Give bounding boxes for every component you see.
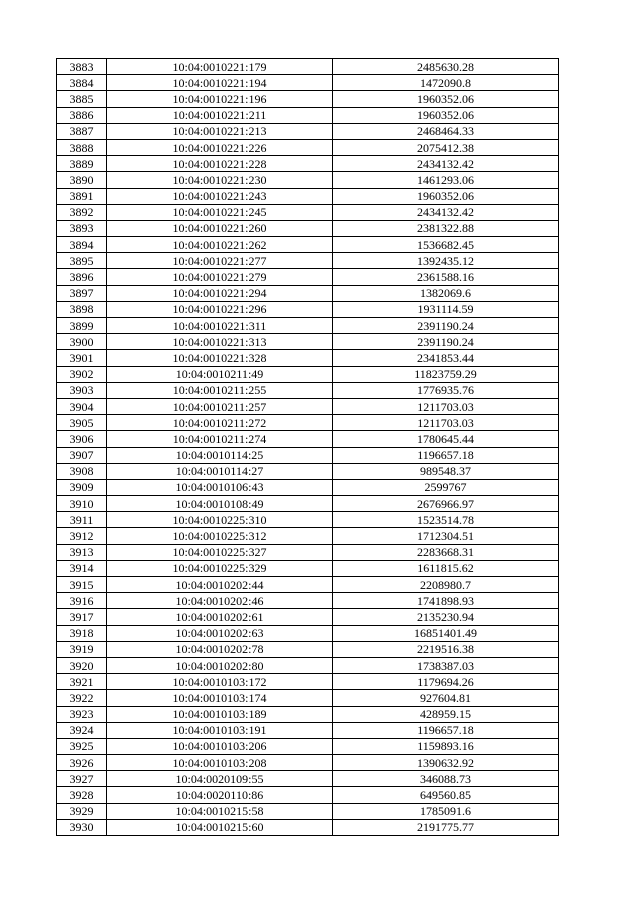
value-cell: 1611815.62 bbox=[333, 560, 559, 576]
row-number-cell: 3917 bbox=[57, 609, 107, 625]
cadastral-number-cell: 10:04:0010103:172 bbox=[107, 674, 333, 690]
table-row bbox=[57, 706, 559, 722]
table-row bbox=[57, 609, 559, 625]
value-cell: 989548.37 bbox=[333, 463, 559, 479]
row-number-cell: 3914 bbox=[57, 560, 107, 576]
cadastral-number-cell: 10:04:0010103:191 bbox=[107, 722, 333, 738]
table-row bbox=[57, 285, 559, 301]
row-number-cell: 3922 bbox=[57, 690, 107, 706]
table-row bbox=[57, 657, 559, 673]
row-number-cell: 3906 bbox=[57, 431, 107, 447]
table-row bbox=[57, 641, 559, 657]
value-cell: 2599767 bbox=[333, 479, 559, 495]
value-cell: 1931114.59 bbox=[333, 301, 559, 317]
cadastral-number-cell: 10:04:0010221:179 bbox=[107, 59, 333, 75]
cadastral-number-cell: 10:04:0010221:313 bbox=[107, 334, 333, 350]
table-row bbox=[57, 512, 559, 528]
row-number-cell: 3886 bbox=[57, 107, 107, 123]
cadastral-number-cell: 10:04:0010221:262 bbox=[107, 237, 333, 253]
value-cell: 1382069.6 bbox=[333, 285, 559, 301]
table-row bbox=[57, 755, 559, 771]
table-row bbox=[57, 787, 559, 803]
cadastral-number-cell: 10:04:0010103:206 bbox=[107, 738, 333, 754]
cadastral-number-cell: 10:04:0010221:328 bbox=[107, 350, 333, 366]
table-body bbox=[57, 59, 559, 836]
cadastral-number-cell: 10:04:0010221:211 bbox=[107, 107, 333, 123]
value-cell: 1392435.12 bbox=[333, 253, 559, 269]
table-row bbox=[57, 415, 559, 431]
row-number-cell: 3915 bbox=[57, 577, 107, 593]
cadastral-number-cell: 10:04:0010211:274 bbox=[107, 431, 333, 447]
table-row bbox=[57, 123, 559, 139]
row-number-cell: 3913 bbox=[57, 544, 107, 560]
table-row bbox=[57, 625, 559, 641]
cadastral-number-cell: 10:04:0010114:27 bbox=[107, 463, 333, 479]
row-number-cell: 3912 bbox=[57, 528, 107, 544]
value-cell: 428959.15 bbox=[333, 706, 559, 722]
row-number-cell: 3928 bbox=[57, 787, 107, 803]
value-cell: 1960352.06 bbox=[333, 188, 559, 204]
value-cell: 1741898.93 bbox=[333, 593, 559, 609]
row-number-cell: 3904 bbox=[57, 398, 107, 414]
value-cell: 2485630.28 bbox=[333, 59, 559, 75]
value-cell: 2434132.42 bbox=[333, 156, 559, 172]
table-row bbox=[57, 237, 559, 253]
cadastral-number-cell: 10:04:0010221:245 bbox=[107, 204, 333, 220]
value-cell: 2676966.97 bbox=[333, 496, 559, 512]
value-cell: 2075412.38 bbox=[333, 139, 559, 155]
value-cell: 1712304.51 bbox=[333, 528, 559, 544]
value-cell: 1390632.92 bbox=[333, 755, 559, 771]
table-row bbox=[57, 398, 559, 414]
table-row bbox=[57, 269, 559, 285]
table-row bbox=[57, 220, 559, 236]
table-row bbox=[57, 528, 559, 544]
row-number-cell: 3926 bbox=[57, 755, 107, 771]
row-number-cell: 3889 bbox=[57, 156, 107, 172]
row-number-cell: 3920 bbox=[57, 657, 107, 673]
row-number-cell: 3921 bbox=[57, 674, 107, 690]
row-number-cell: 3898 bbox=[57, 301, 107, 317]
row-number-cell: 3885 bbox=[57, 91, 107, 107]
row-number-cell: 3919 bbox=[57, 641, 107, 657]
row-number-cell: 3883 bbox=[57, 59, 107, 75]
row-number-cell: 3893 bbox=[57, 220, 107, 236]
cadastral-number-cell: 10:04:0010114:25 bbox=[107, 447, 333, 463]
cadastral-number-cell: 10:04:0010225:329 bbox=[107, 560, 333, 576]
row-number-cell: 3902 bbox=[57, 366, 107, 382]
value-cell: 1960352.06 bbox=[333, 107, 559, 123]
cadastral-number-cell: 10:04:0010221:260 bbox=[107, 220, 333, 236]
cadastral-number-cell: 10:04:0010221:311 bbox=[107, 318, 333, 334]
row-number-cell: 3930 bbox=[57, 819, 107, 835]
cadastral-number-cell: 10:04:0010221:277 bbox=[107, 253, 333, 269]
cadastral-number-cell: 10:04:0010202:63 bbox=[107, 625, 333, 641]
cadastral-number-cell: 10:04:0010211:255 bbox=[107, 382, 333, 398]
row-number-cell: 3927 bbox=[57, 771, 107, 787]
value-cell: 1461293.06 bbox=[333, 172, 559, 188]
row-number-cell: 3910 bbox=[57, 496, 107, 512]
table-row bbox=[57, 544, 559, 560]
cadastral-number-cell: 10:04:0010225:327 bbox=[107, 544, 333, 560]
value-cell: 2219516.38 bbox=[333, 641, 559, 657]
value-cell: 1523514.78 bbox=[333, 512, 559, 528]
cadastral-number-cell: 10:04:0010221:196 bbox=[107, 91, 333, 107]
value-cell: 1785091.6 bbox=[333, 803, 559, 819]
row-number-cell: 3899 bbox=[57, 318, 107, 334]
table-row bbox=[57, 447, 559, 463]
row-number-cell: 3894 bbox=[57, 237, 107, 253]
value-cell: 2391190.24 bbox=[333, 334, 559, 350]
table-row bbox=[57, 479, 559, 495]
value-cell: 927604.81 bbox=[333, 690, 559, 706]
row-number-cell: 3901 bbox=[57, 350, 107, 366]
value-cell: 2361588.16 bbox=[333, 269, 559, 285]
cadastral-number-cell: 10:04:0010221:296 bbox=[107, 301, 333, 317]
row-number-cell: 3884 bbox=[57, 75, 107, 91]
row-number-cell: 3924 bbox=[57, 722, 107, 738]
value-cell: 2208980.7 bbox=[333, 577, 559, 593]
value-cell: 2283668.31 bbox=[333, 544, 559, 560]
row-number-cell: 3895 bbox=[57, 253, 107, 269]
table-row bbox=[57, 431, 559, 447]
row-number-cell: 3908 bbox=[57, 463, 107, 479]
value-cell: 2135230.94 bbox=[333, 609, 559, 625]
row-number-cell: 3890 bbox=[57, 172, 107, 188]
row-number-cell: 3903 bbox=[57, 382, 107, 398]
cadastral-number-cell: 10:04:0010202:61 bbox=[107, 609, 333, 625]
cadastral-number-cell: 10:04:0010211:49 bbox=[107, 366, 333, 382]
cadastral-number-cell: 10:04:0010221:194 bbox=[107, 75, 333, 91]
cadastral-number-cell: 10:04:0010221:228 bbox=[107, 156, 333, 172]
value-cell: 2191775.77 bbox=[333, 819, 559, 835]
value-cell: 2341853.44 bbox=[333, 350, 559, 366]
cadastral-number-cell: 10:04:0010221:294 bbox=[107, 285, 333, 301]
table-row bbox=[57, 722, 559, 738]
row-number-cell: 3892 bbox=[57, 204, 107, 220]
data-table bbox=[56, 58, 559, 836]
table-row bbox=[57, 738, 559, 754]
value-cell: 346088.73 bbox=[333, 771, 559, 787]
table-row bbox=[57, 819, 559, 835]
cadastral-number-cell: 10:04:0010221:279 bbox=[107, 269, 333, 285]
cadastral-number-cell: 10:04:0010103:208 bbox=[107, 755, 333, 771]
cadastral-number-cell: 10:04:0010221:213 bbox=[107, 123, 333, 139]
table-row bbox=[57, 382, 559, 398]
table-row bbox=[57, 496, 559, 512]
cadastral-number-cell: 10:04:0010202:46 bbox=[107, 593, 333, 609]
cadastral-number-cell: 10:04:0010225:310 bbox=[107, 512, 333, 528]
cadastral-number-cell: 10:04:0010106:43 bbox=[107, 479, 333, 495]
value-cell: 1536682.45 bbox=[333, 237, 559, 253]
row-number-cell: 3925 bbox=[57, 738, 107, 754]
row-number-cell: 3896 bbox=[57, 269, 107, 285]
row-number-cell: 3891 bbox=[57, 188, 107, 204]
row-number-cell: 3918 bbox=[57, 625, 107, 641]
cadastral-number-cell: 10:04:0010211:257 bbox=[107, 398, 333, 414]
table-row bbox=[57, 334, 559, 350]
table-row bbox=[57, 172, 559, 188]
value-cell: 2434132.42 bbox=[333, 204, 559, 220]
table-row bbox=[57, 156, 559, 172]
row-number-cell: 3907 bbox=[57, 447, 107, 463]
row-number-cell: 3888 bbox=[57, 139, 107, 155]
row-number-cell: 3887 bbox=[57, 123, 107, 139]
table-row bbox=[57, 91, 559, 107]
value-cell: 1211703.03 bbox=[333, 398, 559, 414]
cadastral-number-cell: 10:04:0020109:55 bbox=[107, 771, 333, 787]
value-cell: 1776935.76 bbox=[333, 382, 559, 398]
table-row bbox=[57, 188, 559, 204]
row-number-cell: 3911 bbox=[57, 512, 107, 528]
table-row bbox=[57, 75, 559, 91]
table-row bbox=[57, 577, 559, 593]
table-row bbox=[57, 204, 559, 220]
cadastral-number-cell: 10:04:0010215:60 bbox=[107, 819, 333, 835]
value-cell: 2468464.33 bbox=[333, 123, 559, 139]
table-row bbox=[57, 803, 559, 819]
table-row bbox=[57, 318, 559, 334]
cadastral-number-cell: 10:04:0020110:86 bbox=[107, 787, 333, 803]
value-cell: 1196657.18 bbox=[333, 447, 559, 463]
cadastral-number-cell: 10:04:0010221:243 bbox=[107, 188, 333, 204]
table-row bbox=[57, 771, 559, 787]
row-number-cell: 3909 bbox=[57, 479, 107, 495]
table-row bbox=[57, 674, 559, 690]
value-cell: 1738387.03 bbox=[333, 657, 559, 673]
cadastral-number-cell: 10:04:0010211:272 bbox=[107, 415, 333, 431]
row-number-cell: 3916 bbox=[57, 593, 107, 609]
cadastral-number-cell: 10:04:0010103:189 bbox=[107, 706, 333, 722]
table-row bbox=[57, 690, 559, 706]
cadastral-number-cell: 10:04:0010202:80 bbox=[107, 657, 333, 673]
row-number-cell: 3923 bbox=[57, 706, 107, 722]
table-row bbox=[57, 560, 559, 576]
table-row bbox=[57, 107, 559, 123]
value-cell: 1960352.06 bbox=[333, 91, 559, 107]
cadastral-number-cell: 10:04:0010215:58 bbox=[107, 803, 333, 819]
value-cell: 1196657.18 bbox=[333, 722, 559, 738]
cadastral-number-cell: 10:04:0010202:44 bbox=[107, 577, 333, 593]
cadastral-number-cell: 10:04:0010225:312 bbox=[107, 528, 333, 544]
table-row bbox=[57, 301, 559, 317]
table-row bbox=[57, 139, 559, 155]
table-row bbox=[57, 59, 559, 75]
value-cell: 2381322.88 bbox=[333, 220, 559, 236]
table-row bbox=[57, 593, 559, 609]
cadastral-number-cell: 10:04:0010103:174 bbox=[107, 690, 333, 706]
value-cell: 1179694.26 bbox=[333, 674, 559, 690]
row-number-cell: 3897 bbox=[57, 285, 107, 301]
table-row bbox=[57, 253, 559, 269]
value-cell: 1780645.44 bbox=[333, 431, 559, 447]
value-cell: 649560.85 bbox=[333, 787, 559, 803]
cadastral-number-cell: 10:04:0010221:230 bbox=[107, 172, 333, 188]
value-cell: 1472090.8 bbox=[333, 75, 559, 91]
table-row bbox=[57, 463, 559, 479]
row-number-cell: 3905 bbox=[57, 415, 107, 431]
row-number-cell: 3929 bbox=[57, 803, 107, 819]
cadastral-number-cell: 10:04:0010108:49 bbox=[107, 496, 333, 512]
table-row bbox=[57, 366, 559, 382]
value-cell: 1211703.03 bbox=[333, 415, 559, 431]
value-cell: 11823759.29 bbox=[333, 366, 559, 382]
cadastral-number-cell: 10:04:0010221:226 bbox=[107, 139, 333, 155]
value-cell: 1159893.16 bbox=[333, 738, 559, 754]
row-number-cell: 3900 bbox=[57, 334, 107, 350]
table-row bbox=[57, 350, 559, 366]
cadastral-number-cell: 10:04:0010202:78 bbox=[107, 641, 333, 657]
value-cell: 16851401.49 bbox=[333, 625, 559, 641]
value-cell: 2391190.24 bbox=[333, 318, 559, 334]
